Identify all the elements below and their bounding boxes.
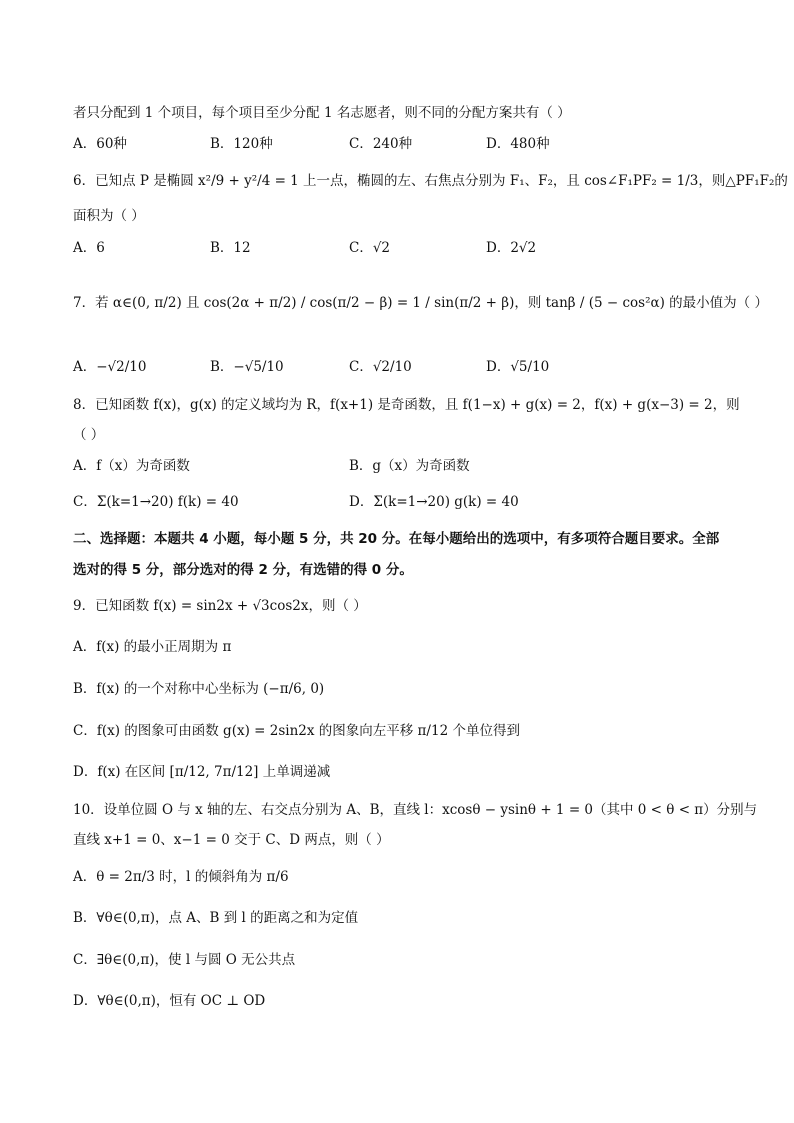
- q10-option-b: B．∀θ∈(0,π)，点 A、B 到 l 的距离之和为定值: [73, 910, 359, 926]
- q8-option-d: D．Σ(k=1→20) g(k) = 40: [349, 494, 519, 510]
- q10-option-a: A．θ = 2π/3 时，l 的倾斜角为 π/6: [73, 869, 289, 885]
- q9-stem: 9．已知函数 f(x) = sin2x + √3cos2x，则（ ）: [73, 598, 367, 614]
- q10-option-c: C．∃θ∈(0,π)，使 l 与圆 O 无公共点: [73, 952, 296, 968]
- q9-option-a: A．f(x) 的最小正周期为 π: [73, 639, 232, 655]
- q7-option-b: B．−√5/10: [210, 359, 284, 375]
- q10-option-d: D．∀θ∈(0,π)，恒有 OC ⊥ OD: [73, 993, 266, 1009]
- q5-option-c: C．240种: [349, 136, 413, 152]
- q6-option-c: C．√2: [349, 240, 391, 256]
- q10-stem-line1: 10．设单位圆 O 与 x 轴的左、右交点分别为 A、B，直线 l：xcosθ − ysinθ + 1 = 0（其中 0 < θ < π）分别与: [73, 802, 758, 818]
- q6-stem-line2: 面积为（ ）: [73, 208, 145, 224]
- q6-option-b: B．12: [210, 240, 251, 256]
- q9-option-d: D．f(x) 在区间 [π/12, 7π/12] 上单调递减: [73, 764, 331, 780]
- section2-instructions-line1: 二、选择题：本题共 4 小题，每小题 5 分，共 20 分。在每小题给出的选项中，有多项符合题目要求。全部: [73, 531, 720, 547]
- q6-option-a: A．6: [73, 240, 105, 256]
- q8-option-a: A．f（x）为奇函数: [73, 458, 190, 474]
- q8-stem-line1: 8．已知函数 f(x)，g(x) 的定义域均为 R，f(x+1) 是奇函数，且 f(1−x) + g(x) = 2，f(x) + g(x−3) = 2，则: [73, 397, 740, 413]
- q7-option-c: C．√2/10: [349, 359, 412, 375]
- q6-option-d: D．2√2: [486, 240, 537, 256]
- q6-stem-line1: 6．已知点 P 是椭圆 x²/9 + y²/4 = 1 上一点，椭圆的左、右焦点分别为 F₁、F₂，且 cos∠F₁PF₂ = 1/3，则△PF₁F₂的: [73, 173, 788, 189]
- q7-option-d: D．√5/10: [486, 359, 550, 375]
- q8-option-b: B．g（x）为奇函数: [349, 458, 470, 474]
- q9-option-c: C．f(x) 的图象可由函数 g(x) = 2sin2x 的图象向左平移 π/12 个单位得到: [73, 723, 520, 739]
- q5-stem-continuation: 者只分配到 1 个项目，每个项目至少分配 1 名志愿者，则不同的分配方案共有（ ）: [73, 105, 571, 121]
- q9-option-b: B．f(x) 的一个对称中心坐标为 (−π/6, 0): [73, 681, 325, 697]
- q7-option-a: A．−√2/10: [73, 359, 147, 375]
- q7-stem: 7．若 α∈(0, π/2) 且 cos(2α + π/2) / cos(π/2 − β) = 1 / sin(π/2 + β)，则 tanβ / (5 − cos²α) 的最小值为（ ）: [73, 295, 768, 311]
- q10-stem-line2: 直线 x+1 = 0、x−1 = 0 交于 C、D 两点，则（ ）: [73, 832, 390, 848]
- section2-instructions-line2: 选对的得 5 分，部分选对的得 2 分，有选错的得 0 分。: [73, 562, 413, 578]
- q5-option-b: B．120种: [210, 136, 273, 152]
- q8-option-c: C．Σ(k=1→20) f(k) = 40: [73, 494, 239, 510]
- q8-stem-line2: （ ）: [73, 427, 105, 443]
- q5-option-a: A．60种: [73, 136, 127, 152]
- q5-option-d: D．480种: [486, 136, 550, 152]
